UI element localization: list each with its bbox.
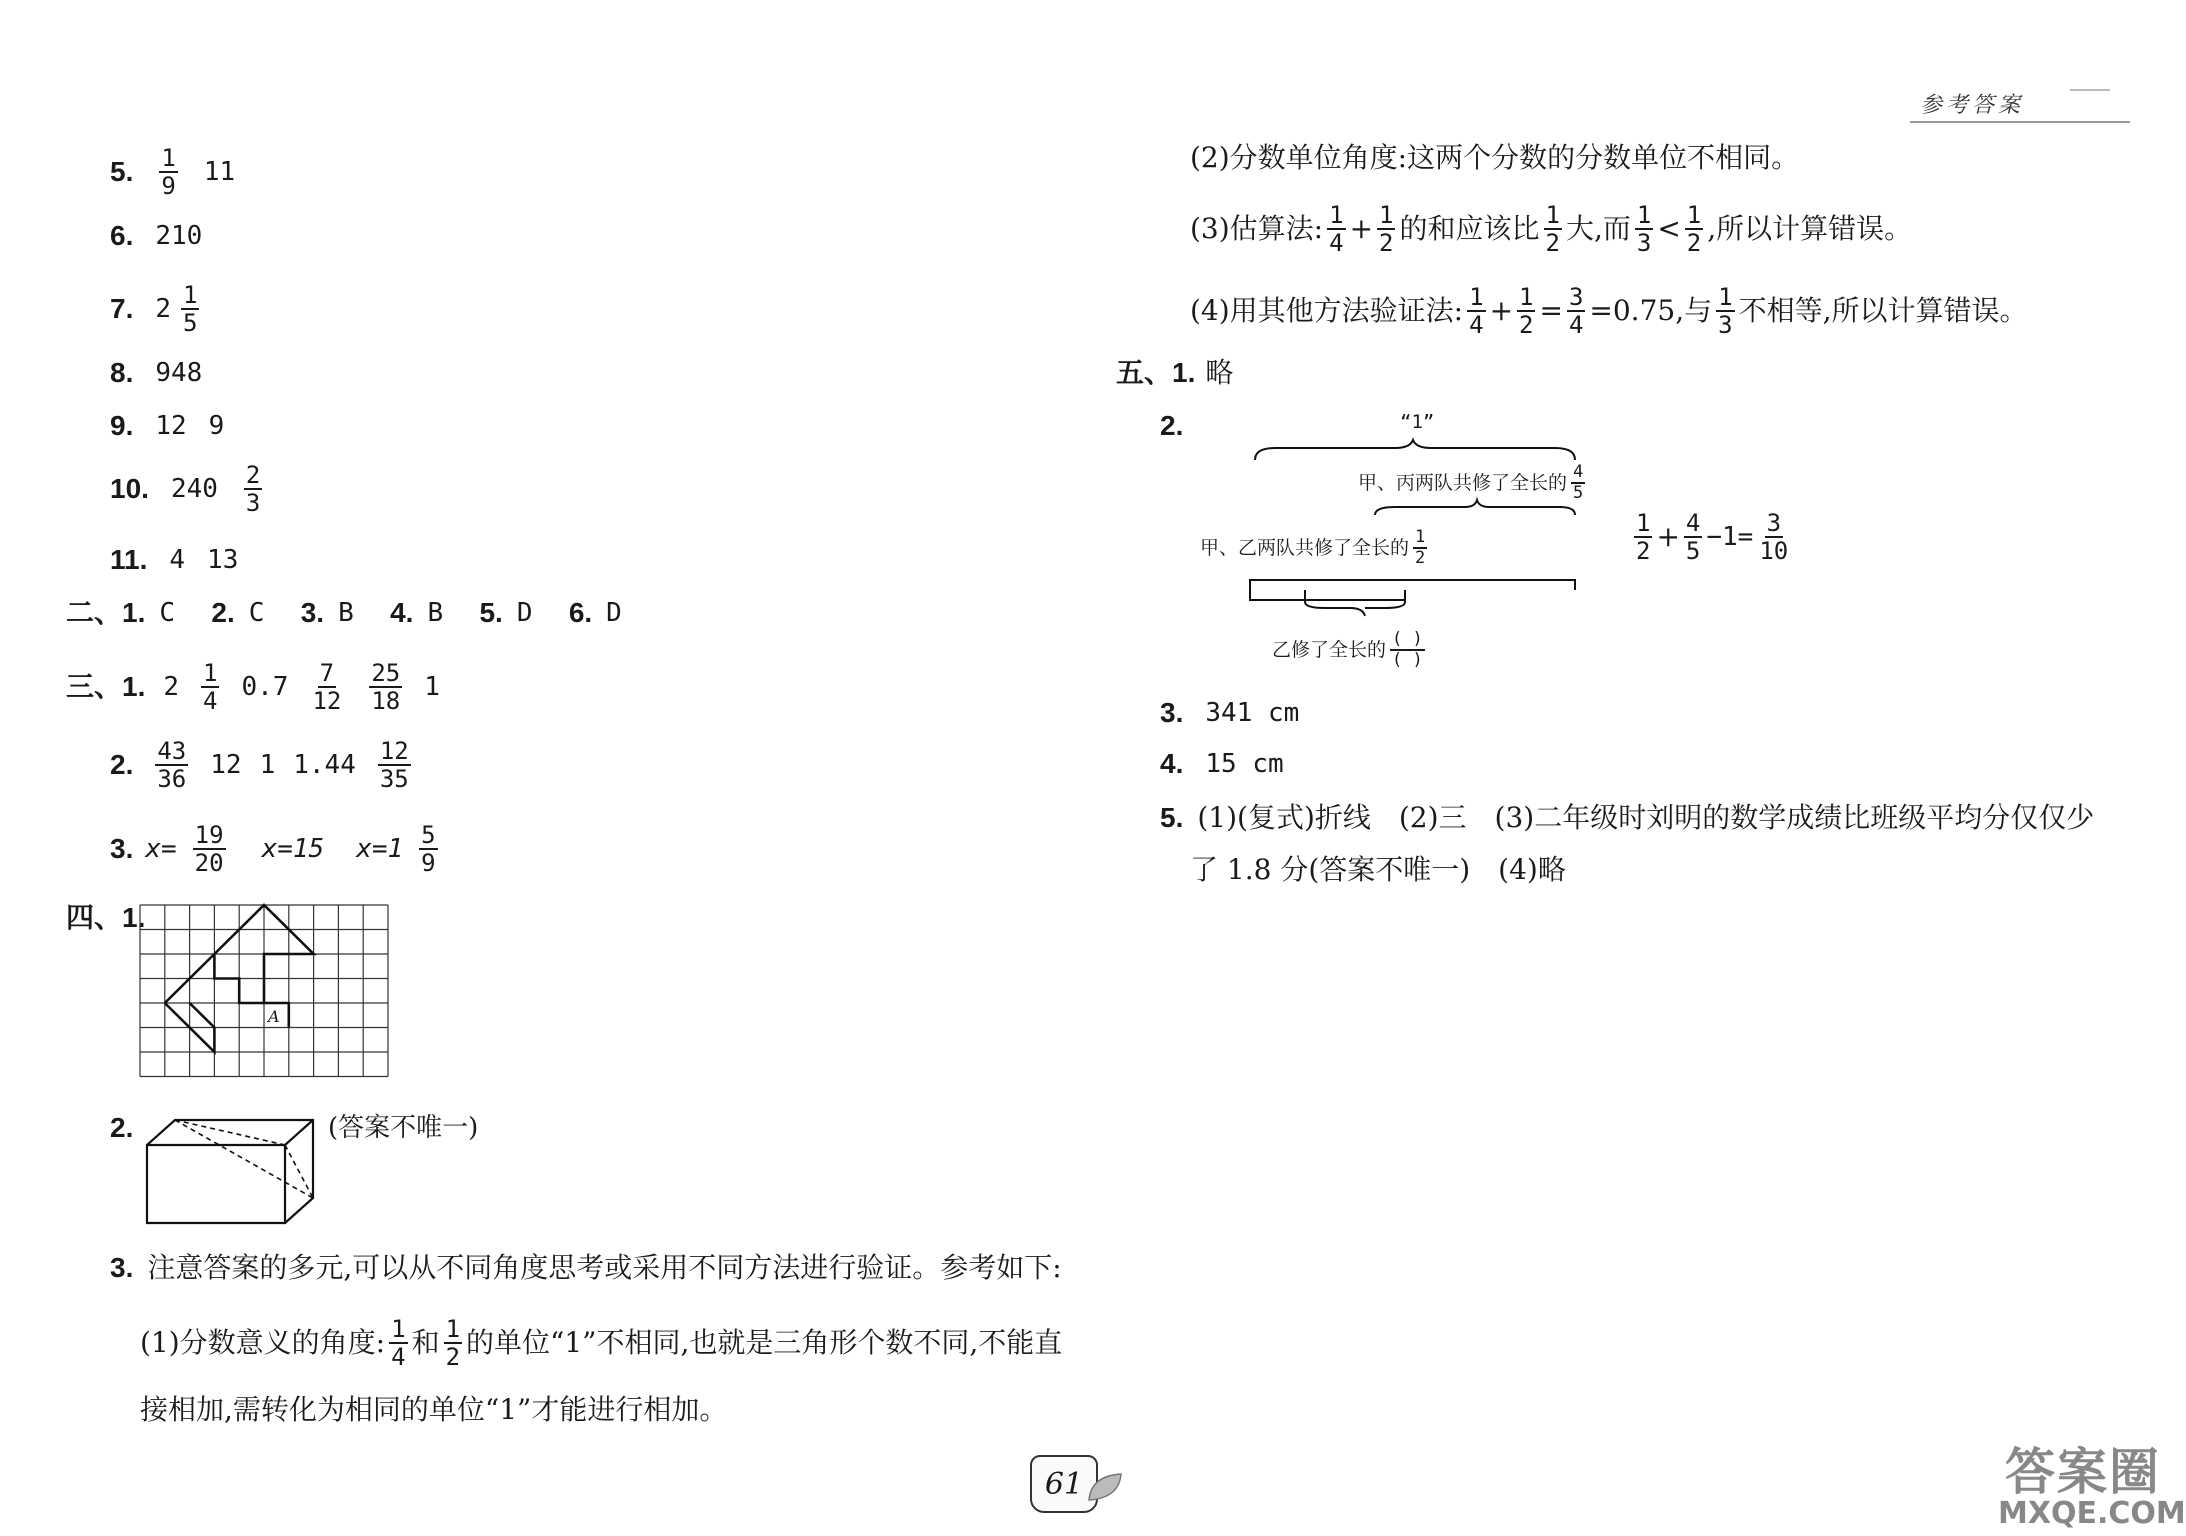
section-3-q2 <box>110 738 415 792</box>
item-number: 4. <box>1160 748 1184 779</box>
equation-lhs: x= <box>145 834 177 864</box>
text-run: (1)分数意义的角度: <box>140 1326 386 1359</box>
point-a-label: A <box>268 1007 280 1026</box>
answer-value: C <box>159 598 176 628</box>
answer-value: 11 <box>203 157 236 187</box>
grid-figure <box>140 905 390 1083</box>
answer-1-6 <box>110 218 202 254</box>
item-number: 9. <box>110 410 134 441</box>
section-4-q3-p1: (1)分数意义的角度: $\frac{1}{4}$ 和 $\frac{1}{2}$ 的单位“1”不相同,也就是三角形个数不同,不能直 <box>140 1315 1063 1371</box>
item-number: 6. <box>110 220 134 251</box>
item-number: 4. <box>390 597 414 628</box>
fraction: $\frac{25}{18}$ <box>371 659 401 715</box>
item-number: 5. <box>479 597 503 628</box>
page-number: 61 <box>1030 1455 1098 1513</box>
section-3-q3 <box>110 822 442 876</box>
section-2 <box>66 595 658 631</box>
answer-1-9 <box>110 408 224 444</box>
paragraph-text: 注意答案的多元,可以从不同角度思考或采用不同方法进行验证。参考如下: <box>147 1251 1062 1284</box>
section-4-q1-label <box>66 900 145 936</box>
item-number: 2. <box>110 1112 134 1143</box>
text-run: 乙修了全长的 <box>1272 639 1387 661</box>
answer-value: 1 <box>259 750 276 780</box>
text-run: 甲、丙两队共修了全长的 <box>1358 472 1568 494</box>
answer-value: B <box>338 598 354 628</box>
paragraph-text: (1)(复式)折线 (2)三 (3)二年级时刘明的数学成绩比班级平均分仅仅少 <box>1197 801 2095 834</box>
operator: + <box>1489 294 1514 327</box>
answer-1-5 <box>110 145 235 199</box>
fraction: $\frac{7}{12}$ <box>312 659 342 715</box>
main-segment <box>1250 580 1575 590</box>
fraction: $\frac{5}{9}$ <box>421 821 436 877</box>
answer-value: 9 <box>208 411 225 441</box>
right-paragraph-4: (4)用其他方法验证法: $\frac{1}{4}$ + $\frac{1}{2}$ = $\frac{3}{4}$ =0.75,与 $\frac{1}{3}$ 不相等,所以计算错误。 <box>1190 283 2028 339</box>
fraction: $\frac{1}{4}$ <box>203 659 218 715</box>
item-number: 11. <box>110 544 148 575</box>
whole-brace <box>1255 440 1575 460</box>
jy-bracket <box>1250 590 1405 600</box>
item-number: 6. <box>568 597 593 628</box>
text-run: (4)用其他方法验证法: <box>1190 294 1464 327</box>
text-run: 甲、乙两队共修了全长的 <box>1200 537 1410 559</box>
fraction: $\frac{12}{35}$ <box>379 737 409 793</box>
operator: + <box>1656 520 1680 553</box>
item-number: 8. <box>110 357 134 388</box>
section-5-q3 <box>1160 695 1299 731</box>
answer-value: 240 <box>170 474 218 504</box>
item-number: 1. <box>1172 357 1196 388</box>
section-5-q5 <box>1160 800 2094 836</box>
header-label: 参考答案 <box>1920 93 2025 118</box>
section-5-q5-cont: 了 1.8 分(答案不唯一) (4)略 <box>1190 853 1566 886</box>
answer-value: B <box>427 598 444 628</box>
section-5-q4 <box>1160 746 1284 782</box>
watermark-logo: 答案圈 <box>2005 1443 2161 1501</box>
equation-lhs: x=1 <box>356 834 404 864</box>
item-number: 1. <box>122 597 146 628</box>
answer-1-10 <box>110 462 266 516</box>
answer-value: 341 cm <box>1205 698 1300 728</box>
whole-label: “1” <box>1400 411 1435 433</box>
text-run: 的单位“1”不相同,也就是三角形个数不同,不能直 <box>466 1326 1063 1359</box>
mixed-number: 2 $\frac{1}{5}$ <box>155 281 198 337</box>
text-run: 和 <box>411 1326 440 1359</box>
item-number: 3. <box>1160 697 1184 728</box>
fraction: $\frac{2}{3}$ <box>245 461 261 517</box>
cuboid-figure <box>145 1115 325 1227</box>
operator: < <box>1657 212 1681 245</box>
item-number: 1. <box>122 671 146 702</box>
right-paragraph-3: (3)估算法: $\frac{1}{4}$ + $\frac{1}{2}$ 的和应该比 $\frac{1}{2}$ 大,而 $\frac{1}{3}$ < $\frac{1}{2}$ ,所以计算错误。 <box>1190 201 1913 257</box>
item-number: 3. <box>110 1252 134 1283</box>
section-4-q2-label <box>110 1110 133 1146</box>
text-run: 不相等,所以计算错误。 <box>1738 294 2028 327</box>
answer-value: 4 <box>169 545 186 575</box>
watermark-url: MXQE.COM <box>1998 1496 2186 1531</box>
section-label: 三、 <box>66 671 123 702</box>
answer-value: D <box>516 598 533 628</box>
item-number: 7. <box>110 293 134 324</box>
answer-value: 13 <box>207 545 239 575</box>
answer-value: 15 cm <box>1205 749 1284 779</box>
text-run: ,所以计算错误。 <box>1707 212 1913 245</box>
answer-value: 1 <box>424 672 440 702</box>
item-number: 2. <box>1160 410 1184 441</box>
answer-value: 12 <box>210 750 242 780</box>
item-number: 5. <box>110 156 134 187</box>
fraction: $\frac{1}{9}$ <box>161 144 176 200</box>
text-run: 大,而 <box>1565 212 1631 245</box>
header-decoration <box>1910 70 2140 130</box>
text-run: 的和应该比 <box>1399 212 1540 245</box>
jy-label: 甲、乙两队共修了全长的 $\frac{1}{2}$ <box>1200 527 1426 568</box>
operator: + <box>1349 212 1374 245</box>
item-number: 2. <box>211 597 235 628</box>
equation: x=15 <box>261 834 325 864</box>
operator: −1= <box>1706 522 1754 552</box>
answer-value: 948 <box>155 358 203 388</box>
fraction: $\frac{19}{20}$ <box>194 821 224 877</box>
answer-value: 略 <box>1205 356 1234 389</box>
jb-label: 甲、丙两队共修了全长的 $\frac{4}{5}$ <box>1358 462 1584 503</box>
answer-value: C <box>248 598 265 628</box>
answer-value: 12 <box>155 411 187 441</box>
right-paragraph-2: (2)分数单位角度:这两个分数的分数单位不相同。 <box>1190 141 1800 174</box>
answer-value: D <box>606 598 622 628</box>
section-label: 二、 <box>66 597 123 628</box>
y-label: 乙修了全长的 $\frac{( )}{( )}$ <box>1272 629 1423 670</box>
y-brace <box>1305 590 1365 616</box>
item-number: 3. <box>110 833 134 864</box>
answer-note: (答案不唯一) <box>328 1113 479 1143</box>
answer-1-11 <box>110 542 238 578</box>
section-4-q3-p1-cont: 接相加,需转化为相同的单位“1”才能进行相加。 <box>140 1393 728 1426</box>
item-number: 5. <box>1160 802 1184 833</box>
section-label: 四、 <box>66 902 123 933</box>
item-number: 2. <box>110 749 134 780</box>
section-5-q2-number <box>1160 408 1183 444</box>
section-5-q2-equation: $\frac{1}{2}$ + $\frac{4}{5}$ −1= $\frac{3}{10}$ <box>1636 509 1789 565</box>
text-run: =0.75,与 <box>1589 294 1713 327</box>
answer-value: 2 <box>163 672 180 702</box>
answer-value: 0.7 <box>241 672 289 702</box>
section-5-q1 <box>1116 355 1233 391</box>
section-label: 五、 <box>1116 357 1173 388</box>
fraction: $\frac{43}{36}$ <box>157 737 187 793</box>
leaf-icon <box>1085 1470 1125 1506</box>
text-run: (3)估算法: <box>1190 212 1324 245</box>
section-3-q1 <box>66 660 440 714</box>
answer-value: 210 <box>155 221 203 251</box>
operator: = <box>1539 294 1563 327</box>
answer-1-8 <box>110 355 202 391</box>
section-4-q3 <box>110 1250 1062 1286</box>
item-number: 1. <box>122 902 146 933</box>
answer-1-7 <box>110 282 203 336</box>
answer-value: 1.44 <box>293 750 356 780</box>
item-number: 3. <box>300 597 325 628</box>
item-number: 10. <box>110 473 149 504</box>
